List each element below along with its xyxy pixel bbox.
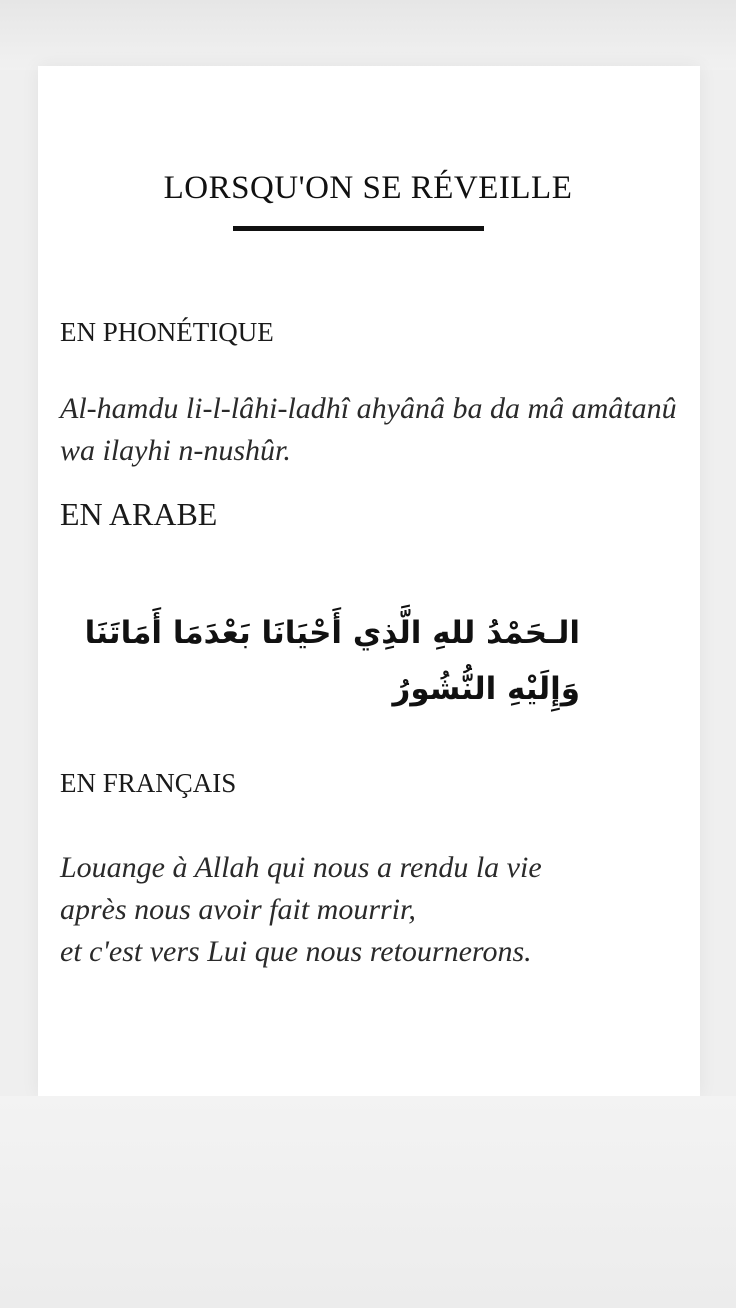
title-underline (233, 226, 484, 231)
arabic-text: الـحَمْدُ للهِ الَّذِي أَحْيَانَا بَعْدَمَا أَمَاتَنَا وَإِلَيْهِ النُّشُورُ (84, 615, 580, 707)
french-text: Louange à Allah qui nous a rendu la vie après nous avoir fait mourrir, et c'est vers Lui que nous retournerons. (60, 851, 542, 968)
bottom-backdrop (0, 1096, 736, 1308)
page-title: LORSQU'ON SE RÉVEILLE (163, 170, 573, 206)
heading-francais: EN FRANÇAIS (60, 768, 237, 798)
heading-phonetique: EN PHONÉTIQUE (60, 317, 274, 347)
top-backdrop (0, 0, 736, 70)
phonetic-text: Al-hamdu li-l-lâhi-ladhî ahyânâ ba da mâ amâtanû wa ilayhi n-nushûr. (60, 392, 677, 467)
heading-arabe: EN ARABE (60, 496, 218, 532)
